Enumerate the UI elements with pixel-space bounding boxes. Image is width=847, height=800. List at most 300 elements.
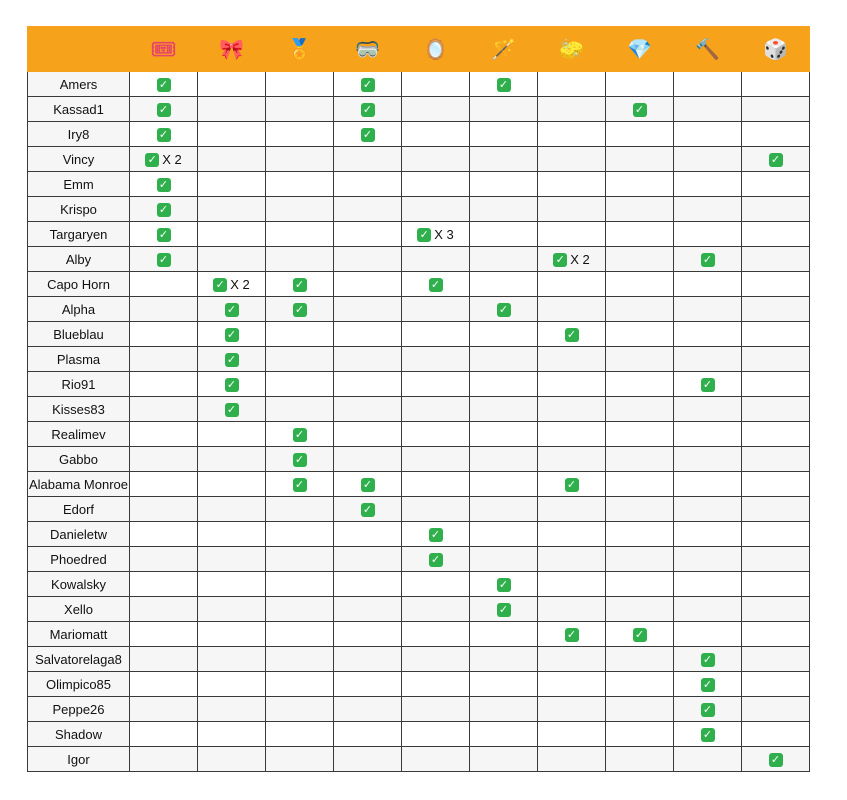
table-cell [470, 397, 538, 422]
check-value [225, 401, 239, 416]
check-cell [266, 272, 334, 297]
checkmark-icon: ✓ [293, 428, 307, 442]
check-value [701, 701, 715, 716]
table-cell [334, 322, 402, 347]
checkmark-icon: ✓ [361, 478, 375, 492]
check-value [701, 676, 715, 691]
table-cell [538, 597, 606, 622]
table-cell [606, 272, 674, 297]
table-cell [742, 572, 810, 597]
table-cell [198, 597, 266, 622]
check-cell [198, 397, 266, 422]
check-cell [130, 122, 198, 147]
table-cell [606, 397, 674, 422]
inventory-table [27, 26, 810, 772]
table-cell [198, 622, 266, 647]
table-row [28, 147, 810, 172]
table-cell [334, 622, 402, 647]
table-cell [606, 147, 674, 172]
check-cell [674, 672, 742, 697]
checkmark-icon: ✓ [293, 478, 307, 492]
table-cell [742, 522, 810, 547]
player-name: Blueblau [28, 322, 130, 347]
table-cell [402, 297, 470, 322]
table-cell [674, 547, 742, 572]
check-cell [266, 472, 334, 497]
table-row [28, 422, 810, 447]
check-value [225, 301, 239, 316]
table-cell [266, 647, 334, 672]
table-cell [470, 247, 538, 272]
player-name: Kisses83 [28, 397, 130, 422]
table-cell [606, 72, 674, 97]
table-cell [674, 522, 742, 547]
table-cell [470, 97, 538, 122]
checkmark-icon: ✓ [293, 303, 307, 317]
check-cell [470, 72, 538, 97]
check-cell [334, 122, 402, 147]
table-cell [402, 597, 470, 622]
table-cell [674, 122, 742, 147]
table-row [28, 122, 810, 147]
table-row [28, 372, 810, 397]
table-cell [606, 597, 674, 622]
table-cell [742, 697, 810, 722]
check-cell [538, 472, 606, 497]
table-cell [198, 647, 266, 672]
checkmark-icon: ✓ [701, 653, 715, 667]
player-name: Kassad1 [28, 97, 130, 122]
table-cell [402, 472, 470, 497]
table-cell [538, 372, 606, 397]
table-cell [606, 672, 674, 697]
table-cell [402, 572, 470, 597]
table-row [28, 522, 810, 547]
table-cell [266, 122, 334, 147]
table-cell [470, 422, 538, 447]
checkmark-icon: ✓ [157, 178, 171, 192]
check-value [225, 351, 239, 366]
player-name: Phoedred [28, 547, 130, 572]
check-cell [266, 422, 334, 447]
table-cell [470, 172, 538, 197]
table-cell [198, 547, 266, 572]
medal-icon: 🏅 [287, 37, 312, 61]
table-cell [538, 422, 606, 447]
table-cell [198, 722, 266, 747]
checkmark-icon: ✓ [429, 278, 443, 292]
multiplier-label: X 2 [570, 252, 590, 268]
checkmark-icon: ✓ [225, 378, 239, 392]
table-cell [334, 372, 402, 397]
table-cell [266, 497, 334, 522]
table-cell [198, 697, 266, 722]
table-cell [198, 122, 266, 147]
check-value [497, 76, 511, 91]
table-cell [470, 497, 538, 522]
column-header-goggles [334, 27, 402, 72]
table-cell [402, 622, 470, 647]
table-cell [198, 672, 266, 697]
table-cell [606, 422, 674, 447]
check-cell [674, 722, 742, 747]
table-cell [538, 222, 606, 247]
check-cell [470, 297, 538, 322]
dice-icon: 🎲 [763, 37, 788, 61]
checkmark-icon: ✓ [429, 553, 443, 567]
check-cell [402, 522, 470, 547]
table-cell [266, 397, 334, 422]
table-cell [266, 97, 334, 122]
table-cell [742, 722, 810, 747]
table-cell [130, 722, 198, 747]
player-name: Targaryen [28, 222, 130, 247]
player-name: Salvatorelaga8 [28, 647, 130, 672]
check-value [361, 76, 375, 91]
check-value [157, 76, 171, 91]
check-value [565, 476, 579, 491]
check-cell [130, 197, 198, 222]
header-corner [28, 27, 130, 72]
check-value [565, 326, 579, 341]
table-cell [198, 97, 266, 122]
checkmark-icon: ✓ [157, 103, 171, 117]
column-header-dice [742, 27, 810, 72]
table-cell [742, 622, 810, 647]
checkmark-icon: ✓ [701, 678, 715, 692]
player-name: Shadow [28, 722, 130, 747]
table-cell [470, 472, 538, 497]
check-value [701, 376, 715, 391]
check-value [429, 551, 443, 566]
table-cell [266, 622, 334, 647]
table-cell [198, 72, 266, 97]
table-row [28, 447, 810, 472]
check-cell [674, 247, 742, 272]
table-cell [130, 497, 198, 522]
checkmark-icon: ✓ [701, 253, 715, 267]
checkmark-icon: ✓ [769, 153, 783, 167]
table-cell [606, 572, 674, 597]
table-cell [198, 447, 266, 472]
table-cell [470, 322, 538, 347]
table-cell [470, 747, 538, 772]
multiplier-label: X 2 [162, 152, 182, 168]
player-name: Xello [28, 597, 130, 622]
table-cell [266, 222, 334, 247]
table-cell [334, 722, 402, 747]
check-cell [674, 372, 742, 397]
check-cell [198, 347, 266, 372]
table-cell [266, 72, 334, 97]
table-row [28, 97, 810, 122]
check-value [361, 126, 375, 141]
check-value [769, 751, 783, 766]
table-cell [130, 672, 198, 697]
checkmark-icon: ✓ [225, 353, 239, 367]
table-cell [470, 272, 538, 297]
table-cell [198, 197, 266, 222]
table-row [28, 72, 810, 97]
table-row [28, 247, 810, 272]
table-cell [606, 547, 674, 572]
check-cell [606, 97, 674, 122]
player-name: Alpha [28, 297, 130, 322]
table-row [28, 647, 810, 672]
table-row [28, 722, 810, 747]
check-cell [334, 472, 402, 497]
table-cell [130, 322, 198, 347]
player-name: Amers [28, 72, 130, 97]
check-value [157, 201, 171, 216]
table-cell [674, 72, 742, 97]
checkmark-icon: ✓ [213, 278, 227, 292]
checkmark-icon: ✓ [157, 78, 171, 92]
gem-icon: 💎 [627, 37, 652, 61]
mirror-icon: 🪞 [423, 37, 448, 61]
table-cell [606, 222, 674, 247]
table-cell [334, 447, 402, 472]
table-cell [266, 522, 334, 547]
table-cell [130, 597, 198, 622]
checkmark-icon: ✓ [565, 628, 579, 642]
checkmark-icon: ✓ [157, 128, 171, 142]
checkmark-icon: ✓ [565, 328, 579, 342]
table-cell [674, 172, 742, 197]
table-cell [334, 522, 402, 547]
table-cell [674, 422, 742, 447]
table-cell [334, 697, 402, 722]
table-cell [742, 547, 810, 572]
check-cell [538, 322, 606, 347]
check-cell [130, 172, 198, 197]
table-cell [470, 622, 538, 647]
table-cell [130, 372, 198, 397]
check-cell [130, 247, 198, 272]
table-cell [266, 372, 334, 397]
checkmark-icon: ✓ [361, 103, 375, 117]
table-cell [674, 747, 742, 772]
table-row [28, 347, 810, 372]
check-value [417, 226, 454, 241]
table-cell [334, 297, 402, 322]
table-cell [198, 422, 266, 447]
table-row [28, 222, 810, 247]
table-cell [334, 222, 402, 247]
table-cell [402, 322, 470, 347]
table-cell [130, 547, 198, 572]
table-cell [538, 122, 606, 147]
table-cell [402, 672, 470, 697]
table-cell [742, 447, 810, 472]
check-value [633, 101, 647, 116]
checkmark-icon: ✓ [145, 153, 159, 167]
check-cell [266, 297, 334, 322]
table-cell [538, 447, 606, 472]
table-cell [674, 297, 742, 322]
table-cell [334, 247, 402, 272]
column-header-ticket [130, 27, 198, 72]
table-cell [470, 522, 538, 547]
table-cell [198, 747, 266, 772]
check-cell [402, 547, 470, 572]
table-cell [402, 397, 470, 422]
table-row [28, 572, 810, 597]
table-cell [606, 747, 674, 772]
table-cell [130, 447, 198, 472]
ribbon-bow-icon: 🎀 [219, 37, 244, 61]
player-name: Alby [28, 247, 130, 272]
table-cell [674, 497, 742, 522]
check-cell [198, 297, 266, 322]
check-cell [334, 497, 402, 522]
check-value [157, 126, 171, 141]
table-cell [470, 697, 538, 722]
check-cell [198, 322, 266, 347]
table-cell [470, 672, 538, 697]
table-cell [266, 347, 334, 372]
check-value [701, 251, 715, 266]
checkmark-icon: ✓ [157, 203, 171, 217]
table-cell [470, 147, 538, 172]
check-value [565, 626, 579, 641]
table-cell [334, 597, 402, 622]
table-cell [606, 347, 674, 372]
table-cell [742, 497, 810, 522]
check-value [293, 426, 307, 441]
player-name: Capo Horn [28, 272, 130, 297]
table-cell [538, 347, 606, 372]
column-header-ribbon-bow [198, 27, 266, 72]
checkmark-icon: ✓ [633, 103, 647, 117]
check-value [497, 601, 511, 616]
table-cell [674, 622, 742, 647]
table-row [28, 397, 810, 422]
checkmark-icon: ✓ [157, 228, 171, 242]
table-cell [130, 297, 198, 322]
check-value [361, 476, 375, 491]
table-cell [266, 697, 334, 722]
table-cell [266, 197, 334, 222]
table-cell [130, 622, 198, 647]
table-cell [674, 472, 742, 497]
table-cell [266, 322, 334, 347]
table-cell [266, 572, 334, 597]
table-cell [742, 597, 810, 622]
table-cell [334, 347, 402, 372]
column-header-hammer [674, 27, 742, 72]
player-name: Alabama Monroe [28, 472, 130, 497]
check-cell [742, 147, 810, 172]
table-cell [130, 697, 198, 722]
check-value [701, 651, 715, 666]
checkmark-icon: ✓ [701, 378, 715, 392]
checkmark-icon: ✓ [497, 578, 511, 592]
table-cell [130, 397, 198, 422]
table-cell [538, 547, 606, 572]
check-cell [470, 597, 538, 622]
table-header [28, 27, 810, 72]
checkmark-icon: ✓ [497, 603, 511, 617]
check-value [497, 301, 511, 316]
table-cell [538, 697, 606, 722]
table-cell [402, 747, 470, 772]
check-value [293, 276, 307, 291]
checkmark-icon: ✓ [769, 753, 783, 767]
checkmark-icon: ✓ [293, 453, 307, 467]
table-row [28, 622, 810, 647]
table-cell [674, 197, 742, 222]
header-row [28, 27, 810, 72]
table-cell [538, 197, 606, 222]
player-name: Mariomatt [28, 622, 130, 647]
checkmark-icon: ✓ [225, 303, 239, 317]
table-cell [606, 697, 674, 722]
table-cell [402, 172, 470, 197]
check-cell [742, 747, 810, 772]
check-cell [606, 622, 674, 647]
check-value [769, 151, 783, 166]
table-cell [198, 172, 266, 197]
checkmark-icon: ✓ [565, 478, 579, 492]
check-value [361, 101, 375, 116]
check-cell [130, 147, 198, 172]
multiplier-label: X 2 [230, 277, 250, 293]
table-cell [402, 97, 470, 122]
table-cell [606, 197, 674, 222]
table-row [28, 472, 810, 497]
table-cell [266, 747, 334, 772]
checkmark-icon: ✓ [701, 728, 715, 742]
column-header-magic-wand [470, 27, 538, 72]
checkmark-icon: ✓ [701, 703, 715, 717]
table-cell [742, 647, 810, 672]
table-cell [538, 522, 606, 547]
check-value [225, 376, 239, 391]
table-cell [674, 597, 742, 622]
table-cell [266, 597, 334, 622]
table-cell [198, 247, 266, 272]
table-cell [402, 247, 470, 272]
table-cell [334, 572, 402, 597]
check-cell [266, 447, 334, 472]
table-cell [742, 72, 810, 97]
table-cell [130, 472, 198, 497]
table-cell [470, 447, 538, 472]
table-cell [334, 397, 402, 422]
table-cell [470, 647, 538, 672]
table-cell [402, 347, 470, 372]
checkmark-icon: ✓ [293, 278, 307, 292]
table-cell [470, 372, 538, 397]
table-cell [198, 522, 266, 547]
check-cell [198, 372, 266, 397]
table-cell [674, 97, 742, 122]
table-cell [742, 397, 810, 422]
player-name: Edorf [28, 497, 130, 522]
player-name: Igor [28, 747, 130, 772]
goggles-icon: 🥽 [355, 37, 380, 61]
table-cell [606, 647, 674, 672]
player-name: Rio91 [28, 372, 130, 397]
ticket-icon: 🎟 [150, 37, 177, 61]
table-row [28, 547, 810, 572]
check-cell [130, 97, 198, 122]
checkmark-icon: ✓ [497, 78, 511, 92]
table-cell [198, 222, 266, 247]
table-cell [606, 372, 674, 397]
table-cell [334, 147, 402, 172]
